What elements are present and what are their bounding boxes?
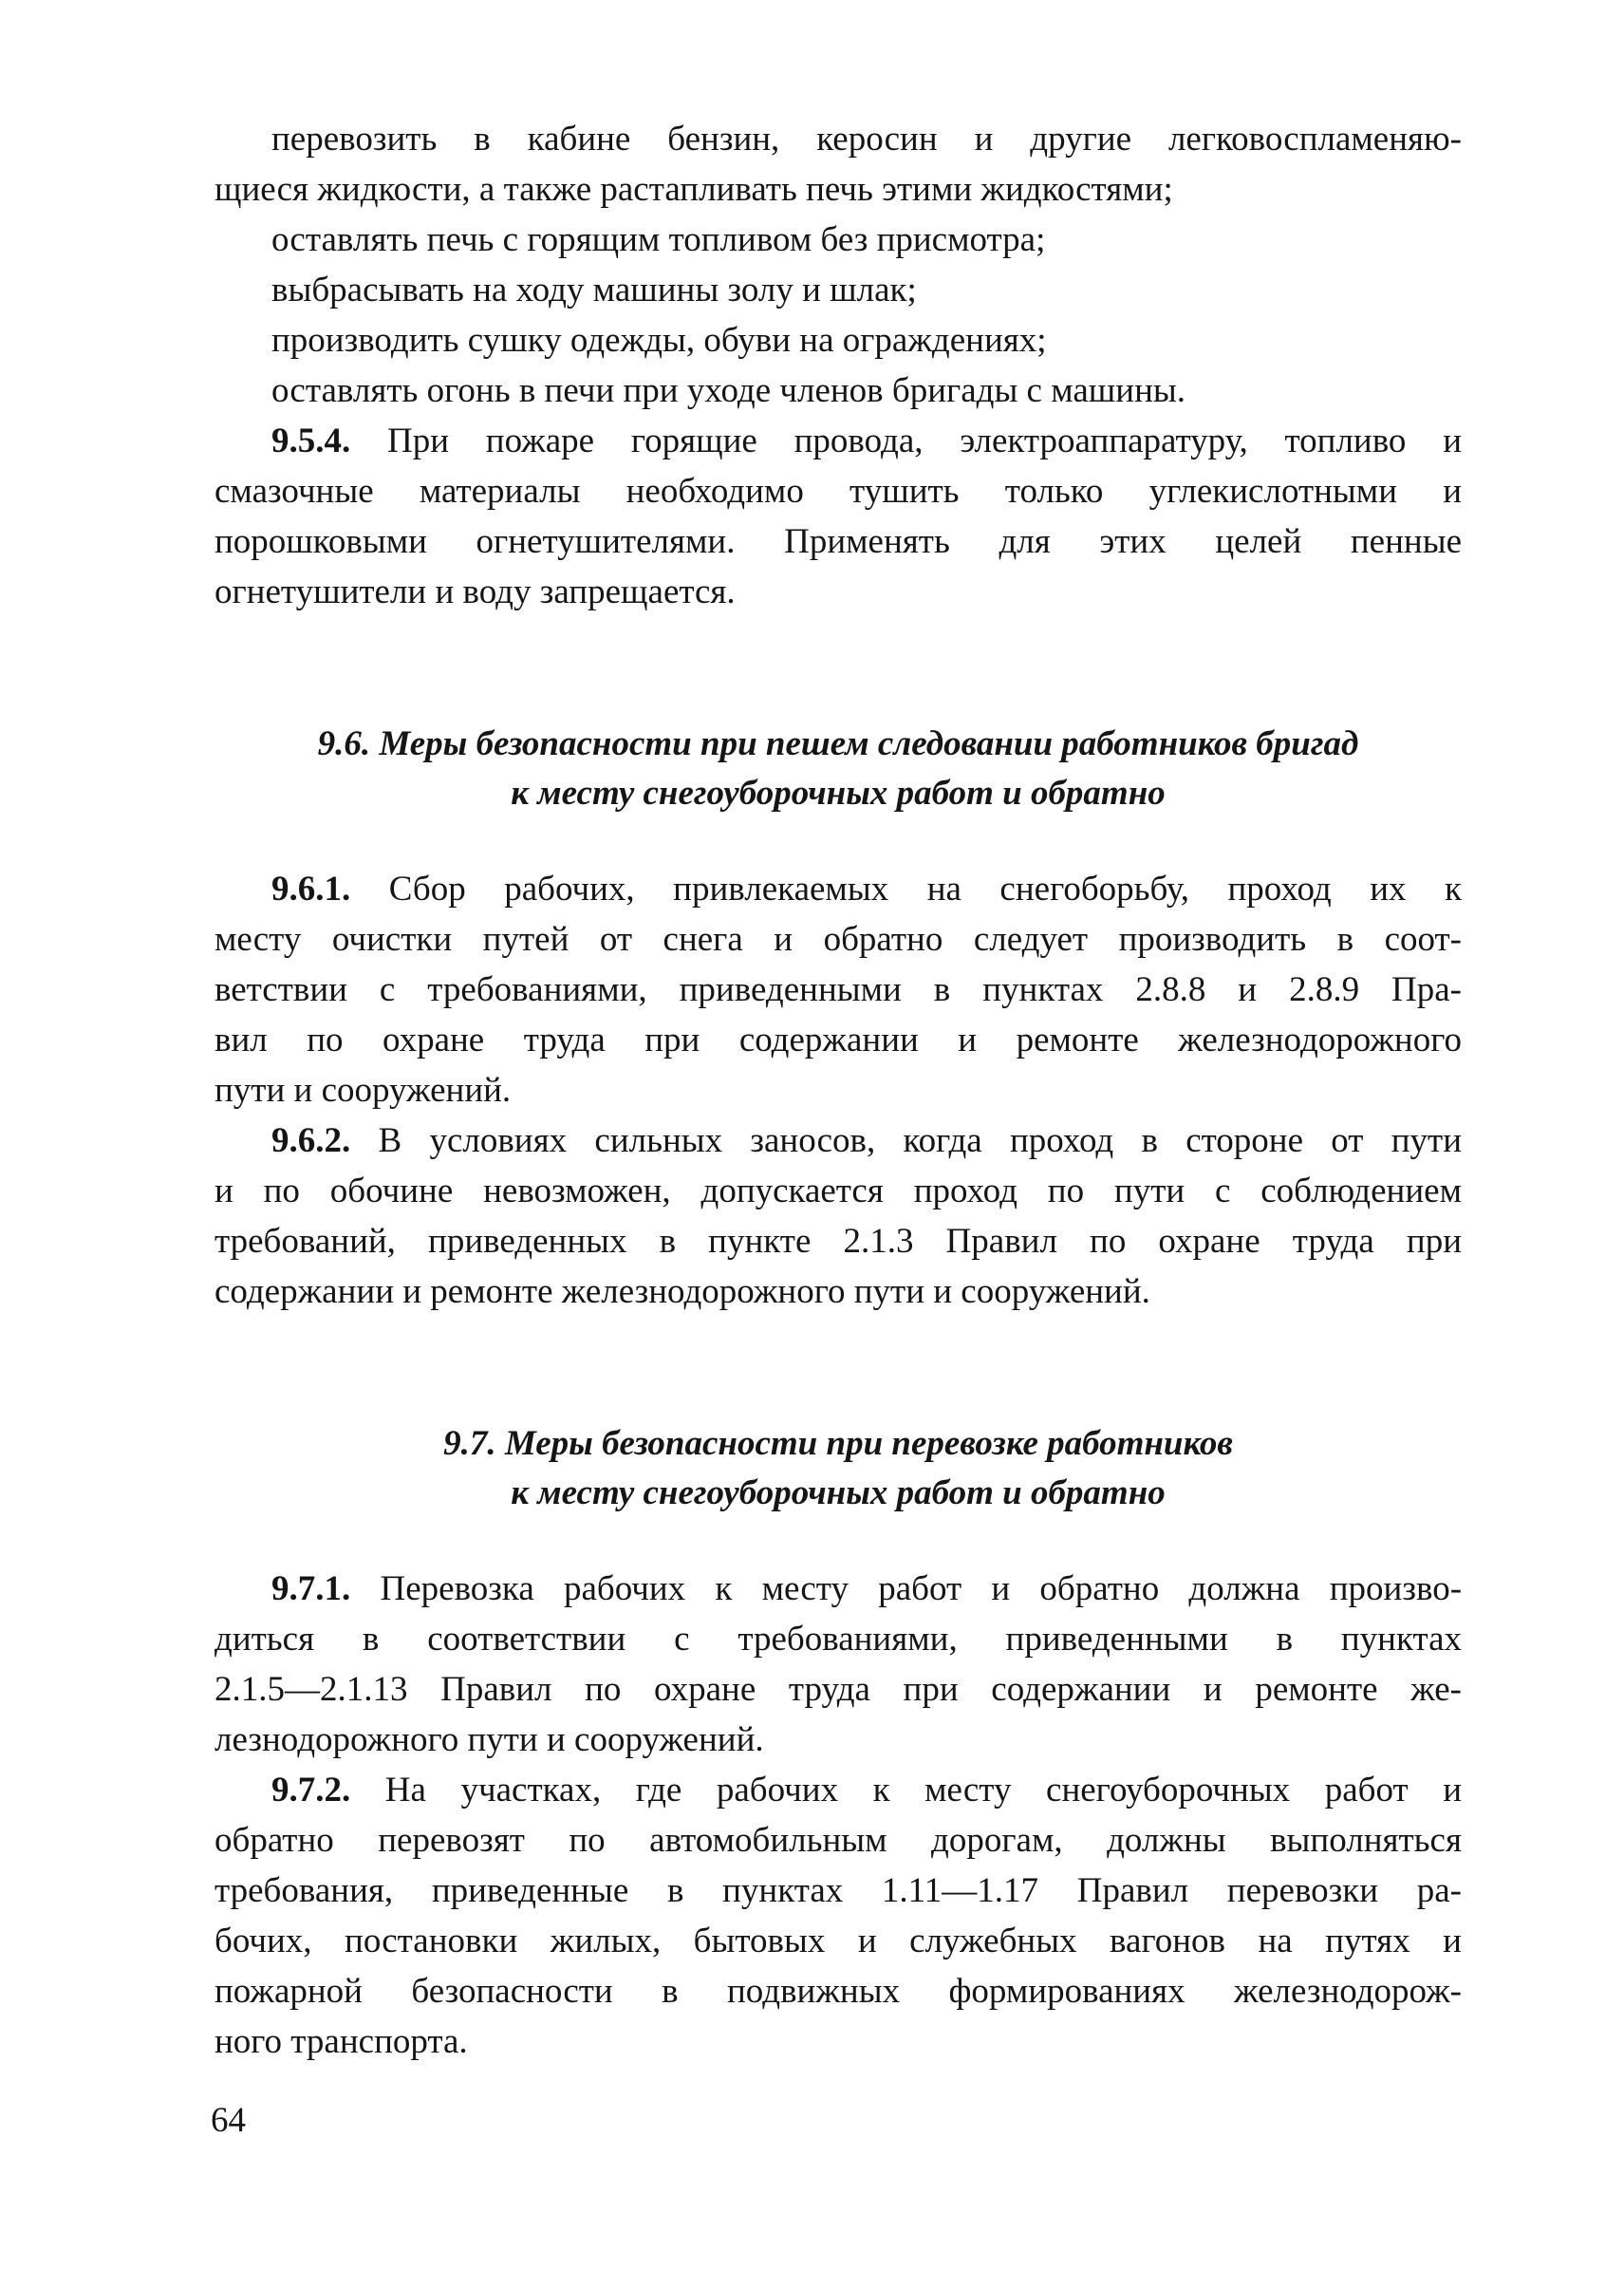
- paragraph-9-7-2: [215, 1765, 1462, 2067]
- text-line-content: На участках, где рабочих к месту снегоуборочных работ и: [384, 1771, 1462, 1810]
- section-heading-line: 9.7. Меры безопасности при перевозке работников: [443, 1424, 1233, 1463]
- text-line: [215, 1564, 1462, 1614]
- text-line: содержании и ремонте железнодорожного пути и сооружений.: [215, 1272, 1150, 1311]
- text-line: оставлять печь с горящим топливом без присмотра;: [271, 220, 1046, 259]
- section-heading-line: 9.6. Меры безопасности при пешем следовании работников бригад: [317, 724, 1359, 763]
- section-heading-line: к месту снегоуборочных работ и обратно: [511, 774, 1166, 813]
- text-line: диться в соответствии с требованиями, приведенными в пунктах: [215, 1620, 1462, 1659]
- text-line: 2.1.5—2.1.13 Правил по охране труда при содержании и ремонте же-: [215, 1670, 1462, 1709]
- text-line: требований, приведенных в пункте 2.1.3 Правил по охране труда при: [215, 1222, 1462, 1261]
- text-line: [215, 1116, 1462, 1166]
- paragraph-9-6-1: [215, 864, 1462, 1116]
- text-line: выбрасывать на ходу машины золу и шлак;: [271, 271, 917, 309]
- text-line: пожарной безопасности в подвижных формированиях железнодорож-: [215, 1972, 1462, 2011]
- text-line: оставлять огонь в печи при уходе членов бригады с машины.: [271, 371, 1186, 410]
- document-page: [215, 114, 1462, 2067]
- paragraph-number: 9.6.1.: [271, 870, 351, 909]
- text-line: порошковыми огнетушителями. Применять для этих целей пенные: [215, 522, 1462, 561]
- text-line: огнетушители и воду запрещается.: [215, 572, 736, 611]
- paragraph-number: 9.5.4.: [271, 422, 351, 460]
- text-line: щиеся жидкости, а также растапливать печь этими жидкостями;: [215, 170, 1173, 209]
- text-line: [215, 864, 1462, 914]
- section-heading-line: к месту снегоуборочных работ и обратно: [511, 1473, 1166, 1512]
- text-line: ного транспорта.: [215, 2022, 468, 2061]
- text-line: лезнодорожного пути и сооружений.: [215, 1720, 764, 1759]
- text-line: требования, приведенные в пунктах 1.11—1.17 Правил перевозки ра-: [215, 1871, 1462, 1910]
- text-line: [215, 1765, 1462, 1815]
- text-line: пути и сооружений.: [215, 1071, 512, 1110]
- page-number: 64: [211, 2101, 246, 2140]
- section-9-7-heading: [215, 1419, 1462, 1518]
- paragraph-9-5-4: [215, 416, 1462, 617]
- paragraph-9-6-2: [215, 1116, 1462, 1317]
- text-line: ветствии с требованиями, приведенными в пунктах 2.8.8 и 2.8.9 Пра-: [215, 970, 1462, 1009]
- paragraph-9-7-1: [215, 1564, 1462, 1765]
- text-line-content: Перевозка рабочих к месту работ и обратно должна произво-: [380, 1569, 1463, 1608]
- text-line: обратно перевозят по автомобильным дорогам, должны выполняться: [215, 1821, 1462, 1860]
- text-line: смазочные материалы необходимо тушить только углекислотными и: [215, 472, 1462, 511]
- text-line: и по обочине невозможен, допускается проход по пути с соблюдением: [215, 1172, 1462, 1210]
- paragraph-number: 9.6.2.: [271, 1121, 351, 1160]
- text-line: бочих, постановки жилых, бытовых и служебных вагонов на путях и: [215, 1922, 1462, 1960]
- paragraph-number: 9.7.1.: [271, 1569, 351, 1608]
- text-line-content: При пожаре горящие провода, электроаппаратуру, топливо и: [387, 422, 1462, 460]
- prohibitions-list: [215, 114, 1462, 416]
- text-line: месту очистки путей от снега и обратно следует производить в соот-: [215, 920, 1462, 959]
- text-line: вил по охране труда при содержании и ремонте железнодорожного: [215, 1021, 1462, 1059]
- text-line: перевозить в кабине бензин, керосин и другие легковоспламеняю-: [271, 120, 1462, 159]
- paragraph-number: 9.7.2.: [271, 1771, 351, 1810]
- text-line-content: В условиях сильных заносов, когда проход в стороне от пути: [378, 1121, 1462, 1160]
- section-9-6-heading: [215, 720, 1462, 818]
- text-line-content: Сбор рабочих, привлекаемых на снегоборьбу, проход их к: [388, 870, 1463, 909]
- text-line: производить сушку одежды, обуви на ограждениях;: [271, 321, 1047, 360]
- text-line: [215, 416, 1462, 466]
